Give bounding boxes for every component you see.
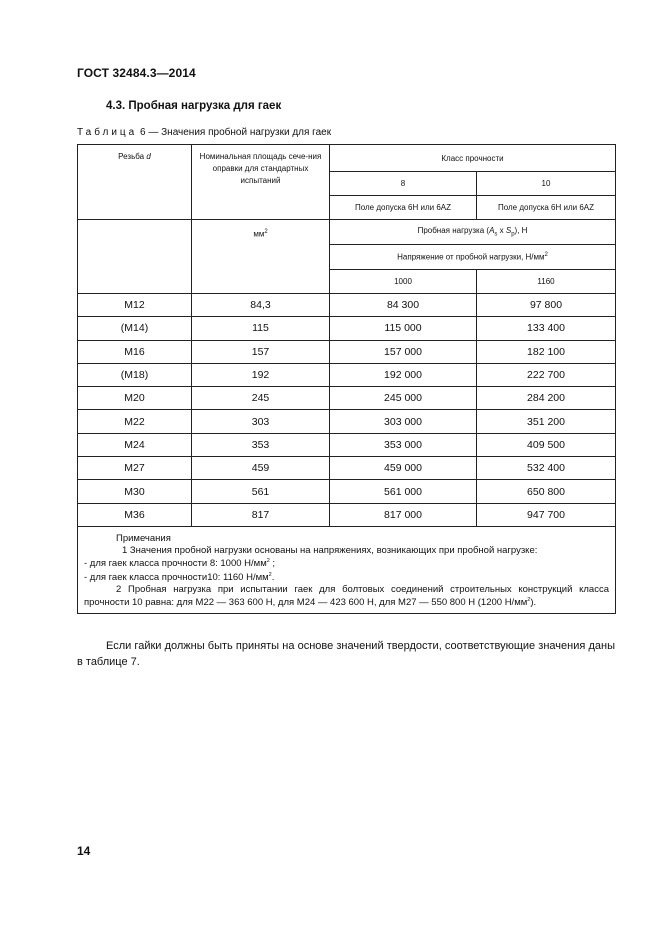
table-caption-text: Значения пробной нагрузки для гаек: [161, 127, 332, 138]
cell-area: 353: [192, 433, 330, 456]
cell-thread: M30: [78, 480, 192, 503]
cell-area: 84,3: [192, 294, 330, 317]
header-class-8: 8: [330, 172, 477, 196]
header-tolerance-8: Поле допуска 6H или 6AZ: [330, 196, 477, 220]
cell-load-8: 192 000: [330, 363, 477, 386]
header-thread-label: Резьба: [118, 152, 145, 161]
cell-load-10: 284 200: [477, 387, 616, 410]
cell-load-8: 303 000: [330, 410, 477, 433]
cell-thread: M20: [78, 387, 192, 410]
cell-area: 245: [192, 387, 330, 410]
note-1-class-10-end: .: [271, 572, 275, 584]
cell-area: 303: [192, 410, 330, 433]
cell-load-10: 222 700: [477, 363, 616, 386]
proof-load-formula-s: S: [505, 226, 512, 236]
cell-thread: (M14): [78, 317, 192, 340]
cell-load-8: 459 000: [330, 457, 477, 480]
table-body: [78, 294, 616, 527]
cell-load-8: 115 000: [330, 317, 477, 340]
proof-load-table: [77, 144, 616, 614]
cell-load-10: 351 200: [477, 410, 616, 433]
table-row: [78, 410, 616, 433]
cell-load-10: 133 400: [477, 317, 616, 340]
note-1: 1 Значения пробной нагрузки основаны на напряжениях, возникающих при пробной нагрузке:: [122, 544, 538, 556]
note-1-class-8-exp: 2: [266, 558, 270, 565]
cell-load-10: 97 800: [477, 294, 616, 317]
header-area-unit: [192, 220, 330, 294]
table-caption: [77, 127, 331, 138]
proof-load-suffix: ), Н: [514, 226, 528, 236]
cell-area: 157: [192, 340, 330, 363]
table-notes: [78, 526, 616, 613]
page-number: 14: [77, 844, 91, 858]
header-stress-8: 1000: [330, 270, 477, 294]
table-caption-dash: —: [148, 127, 159, 138]
header-area-label: Номинальная площадь сече-ния оправки для стандартных испытаний: [199, 152, 322, 185]
area-unit-exp: 2: [264, 229, 268, 235]
table-row: [78, 294, 616, 317]
header-stress-10: 1160: [477, 270, 616, 294]
note-2-exp: 2: [527, 597, 531, 604]
table-row: [78, 433, 616, 456]
header-thread: [78, 145, 192, 220]
cell-load-10: 182 100: [477, 340, 616, 363]
note-2-end: ).: [530, 597, 537, 609]
cell-area: 192: [192, 363, 330, 386]
body-paragraph: Если гайки должны быть приняты на основе значений твердости, соответствующие значения даны в таблице 7.: [77, 640, 615, 668]
cell-area: 459: [192, 457, 330, 480]
table-caption-label: Таблица: [77, 127, 138, 138]
note-1-class-8: [84, 556, 609, 570]
cell-thread: M24: [78, 433, 192, 456]
stress-exp: 2: [544, 252, 548, 259]
cell-thread: M36: [78, 503, 192, 526]
note-1-class-8-text: - для гаек класса прочности 8: 1000 Н/мм: [84, 558, 267, 570]
table-row: [78, 317, 616, 340]
note-2: [84, 584, 609, 609]
cell-load-8: 817 000: [330, 503, 477, 526]
cell-thread: M22: [78, 410, 192, 433]
cell-load-10: 409 500: [477, 433, 616, 456]
proof-load-sub-p: p: [511, 231, 515, 238]
header-area: [192, 145, 330, 220]
note-1-class-10-exp: 2: [268, 571, 272, 578]
cell-load-8: 561 000: [330, 480, 477, 503]
header-proof-load: [330, 220, 616, 245]
table-row: [78, 480, 616, 503]
section-title: 4.3. Пробная нагрузка для гаек: [106, 100, 282, 112]
cell-load-8: 353 000: [330, 433, 477, 456]
table-caption-number: 6: [140, 127, 146, 138]
cell-area: 115: [192, 317, 330, 340]
table-row: [78, 363, 616, 386]
header-thread-symbol: d: [146, 152, 151, 161]
proof-load-formula-a: A: [489, 226, 495, 236]
document-code: ГОСТ 32484.3—2014: [77, 66, 196, 80]
area-unit-base: мм: [253, 229, 265, 239]
proof-load-sub-s: s: [494, 231, 498, 238]
note-2-text: 2 Пробная нагрузка при испытании гаек для болтовых соединений строительных конструкций класса прочности 10 равна: для М22 — 363 600 Н, для М24 — 423 600 Н, для М27 — 550 800 Н (1200 Н/мм: [84, 583, 610, 609]
cell-load-10: 650 800: [477, 480, 616, 503]
cell-load-8: 157 000: [330, 340, 477, 363]
note-1-class-10-text: - для гаек класса прочности10: 1160 Н/мм: [84, 572, 269, 584]
note-1-class-8-end: ;: [269, 558, 276, 570]
notes-title: Примечания: [116, 532, 171, 544]
cell-thread: M12: [78, 294, 192, 317]
cell-thread: M16: [78, 340, 192, 363]
note-1-class-10: [84, 570, 609, 584]
cell-area: 561: [192, 480, 330, 503]
stress-base: Напряжение от пробной нагрузки, Н/мм: [397, 252, 545, 262]
header-strength-class: [330, 145, 616, 172]
cell-load-10: 532 400: [477, 457, 616, 480]
cell-load-8: 245 000: [330, 387, 477, 410]
proof-load-mult: x: [497, 226, 506, 236]
table-row: [78, 340, 616, 363]
proof-load-prefix: Пробная нагрузка (: [417, 226, 490, 236]
table-row: [78, 457, 616, 480]
table-row: [78, 387, 616, 410]
header-strength-class-label: Класс прочности: [441, 153, 504, 163]
cell-area: 817: [192, 503, 330, 526]
cell-thread: (M18): [78, 363, 192, 386]
header-class-10: 10: [477, 172, 616, 196]
cell-load-10: 947 700: [477, 503, 616, 526]
cell-thread: M27: [78, 457, 192, 480]
header-stress: [330, 245, 616, 270]
table-row: [78, 503, 616, 526]
cell-load-8: 84 300: [330, 294, 477, 317]
header-tolerance-10: Поле допуска 6H или 6AZ: [477, 196, 616, 220]
